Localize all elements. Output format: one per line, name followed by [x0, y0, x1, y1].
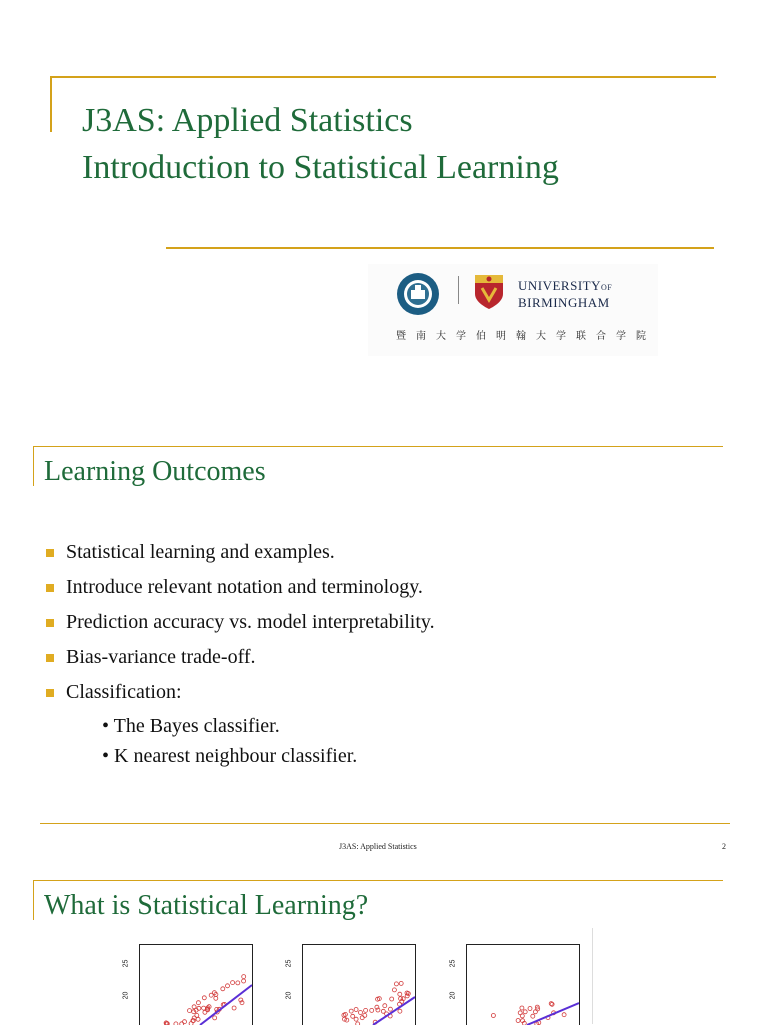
scatter-point: [520, 1014, 524, 1018]
scatter-plot-3: [466, 944, 580, 1025]
sub-list-item: • The Bayes classifier.: [102, 715, 280, 737]
scatter-point: [383, 1004, 387, 1008]
scatter-point: [209, 993, 213, 997]
scatter-plot-1: [139, 944, 253, 1025]
scatter-points-3: [467, 945, 579, 1025]
scatter-point: [231, 981, 235, 985]
scatter-point: [354, 1017, 358, 1021]
scatter-point: [354, 1008, 358, 1012]
y-tick-label: 20: [449, 991, 457, 1000]
scatter-point: [392, 988, 396, 992]
jinan-university-seal-icon: [396, 272, 440, 316]
slide2-top-rule: [33, 446, 723, 447]
outcome-list: [46, 538, 435, 713]
scatter-point: [533, 1010, 537, 1014]
bullet-square-icon: [46, 689, 54, 697]
scatter-point: [370, 1008, 374, 1012]
scatter-point: [196, 1017, 200, 1021]
scatter-point: [192, 1005, 196, 1009]
slide3-top-rule: [33, 880, 723, 881]
page-number: 2: [722, 842, 726, 851]
scatter-point: [232, 1006, 236, 1010]
scatter-point: [213, 1016, 217, 1020]
slide2-title: Learning Outcomes: [44, 456, 266, 487]
top-rule: [50, 76, 716, 78]
scatter-point: [531, 1014, 535, 1018]
deck-title-line2: Introduction to Statistical Learning: [82, 149, 559, 186]
scatter-point: [399, 981, 403, 985]
scatter-point: [196, 1001, 200, 1005]
y-tick-label: 25: [122, 959, 130, 968]
scatter-point: [183, 1020, 187, 1024]
scatter-points-2: [303, 945, 415, 1025]
university-line2: BIRMINGHAM: [518, 295, 610, 310]
scatter-point: [195, 1013, 199, 1017]
list-item: Prediction accuracy vs. model interpretability.: [46, 608, 435, 643]
scatter-point: [523, 1010, 527, 1014]
y-tick-label: 20: [122, 991, 130, 1000]
logo-divider: [458, 276, 459, 304]
footer-course: J3AS: Applied Statistics: [339, 842, 417, 851]
left-rule: [50, 76, 52, 132]
classification-sublist: [102, 712, 357, 772]
scatter-point: [242, 979, 246, 983]
list-item: Statistical learning and examples.: [46, 538, 435, 573]
university-line1: UNIVERSITY: [518, 278, 601, 293]
list-item: Classification:: [46, 678, 435, 713]
scatter-point: [349, 1009, 353, 1013]
scatter-points-1: [140, 945, 252, 1025]
scatter-point: [390, 997, 394, 1001]
bullet-square-icon: [46, 549, 54, 557]
sub-list-item: • K nearest neighbour classifier.: [102, 745, 358, 767]
scatter-point: [226, 984, 230, 988]
scatter-point: [398, 1009, 402, 1013]
scatter-point: [188, 1009, 192, 1013]
bullet-square-icon: [46, 584, 54, 592]
university-logos: [368, 264, 658, 356]
scatter-point: [491, 1014, 495, 1018]
scatter-point: [394, 982, 398, 986]
scatter-point: [202, 1006, 206, 1010]
scatter-point: [242, 975, 246, 979]
slide3-title: What is Statistical Learning?: [44, 890, 369, 921]
scatter-point: [360, 1016, 364, 1020]
list-item: Introduce relevant notation and terminology.: [46, 573, 435, 608]
bottom-rule: [166, 247, 714, 249]
scatter-point: [236, 981, 240, 985]
slide2-left-rule: [33, 446, 34, 486]
scatter-point: [562, 1013, 566, 1017]
scatter-point: [528, 1007, 532, 1011]
bullet-square-icon: [46, 619, 54, 627]
scatter-plot-2: [302, 944, 416, 1025]
list-item: Bias-variance trade-off.: [46, 643, 435, 678]
scatter-point: [398, 992, 402, 996]
y-tick-label: 25: [449, 959, 457, 968]
slide3-left-rule: [33, 880, 34, 920]
y-tick-label: 25: [285, 959, 293, 968]
scatter-point: [363, 1013, 367, 1017]
scatter-point: [214, 996, 218, 1000]
scatter-point: [359, 1011, 363, 1015]
scatter-point: [516, 1019, 520, 1023]
y-tick-label: 20: [285, 991, 293, 1000]
scatter-point: [221, 987, 225, 991]
scatter-point: [351, 1014, 355, 1018]
scatter-point: [520, 1006, 524, 1010]
deck-title-line1: J3AS: Applied Statistics: [82, 102, 413, 139]
university-name: [518, 278, 612, 310]
scatter-point: [202, 996, 206, 1000]
birmingham-crest-icon: [474, 274, 504, 310]
scatter-point: [388, 1007, 392, 1011]
chinese-institute-name: 暨南大学伯明翰大学联合学院: [396, 331, 656, 342]
figure-edge: [592, 928, 593, 1024]
footer-rule: [40, 823, 730, 824]
bullet-square-icon: [46, 654, 54, 662]
university-of: OF: [601, 283, 613, 292]
scatter-point: [364, 1008, 368, 1012]
